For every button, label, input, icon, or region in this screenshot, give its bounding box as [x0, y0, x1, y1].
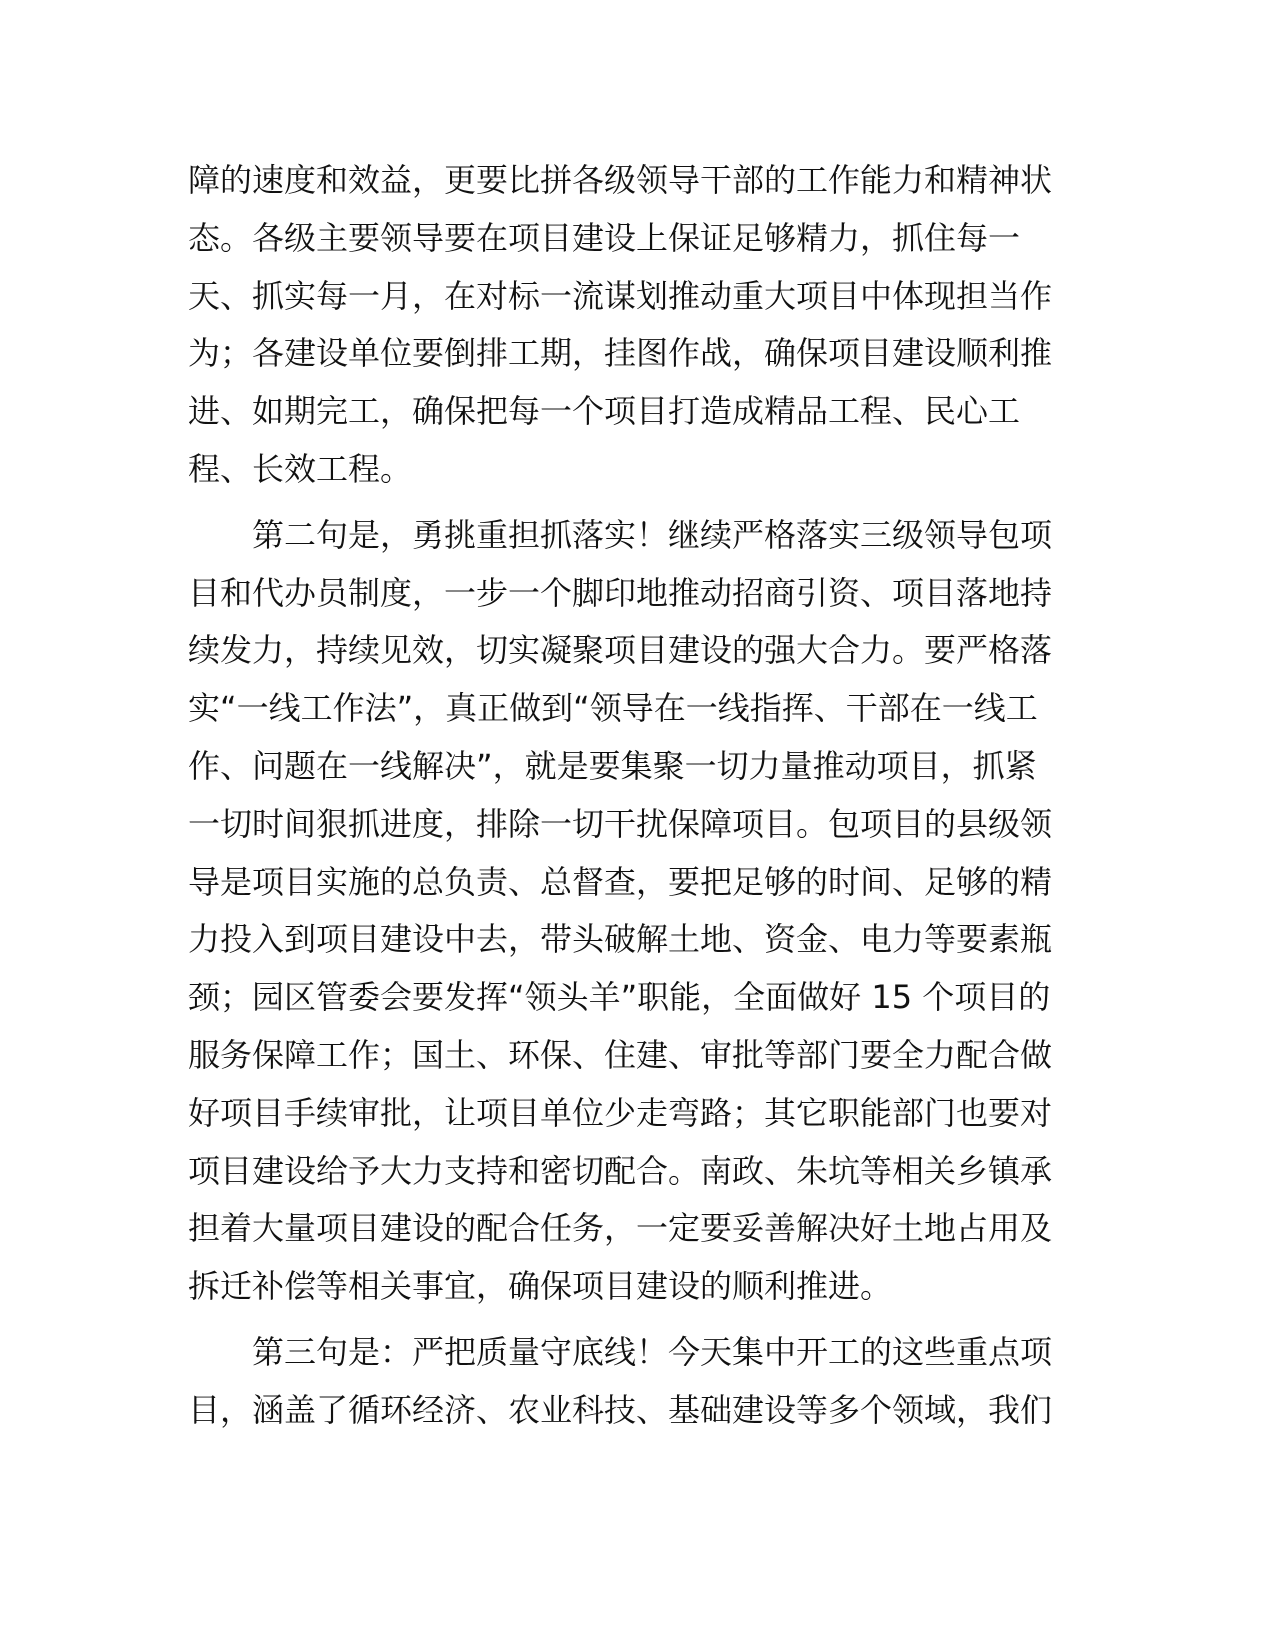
- document-body: [188, 152, 1088, 1440]
- text-line: 目和代办员制度，一步一个脚印地推动招商引资、项目落地持: [188, 573, 1053, 612]
- paragraph-2: [188, 507, 1088, 1316]
- text-line: 拆迁补偿等相关事宜，确保项目建设的顺利推进。: [188, 1267, 893, 1306]
- text-line: 目，涵盖了循环经济、农业科技、基础建设等多个领域，我们: [188, 1390, 1053, 1429]
- text-line: 作、问题在一线解决”，就是要集聚一切力量推动项目，抓紧: [188, 746, 1037, 785]
- text-line: 第二句是，勇挑重担抓落实！继续严格落实三级领导包项: [252, 515, 1053, 554]
- text-line: 力投入到项目建设中去，带头破解土地、资金、电力等要素瓶: [188, 920, 1053, 959]
- text-line: 天、抓实每一月，在对标一流谋划推动重大项目中体现担当作: [188, 276, 1053, 315]
- paragraph-3: [188, 1324, 1088, 1440]
- text-line: 进、如期完工，确保把每一个项目打造成精品工程、民心工: [188, 392, 1021, 431]
- paragraph-1: [188, 152, 1088, 499]
- text-line: 实“一线工作法”，真正做到“领导在一线指挥、干部在一线工: [188, 689, 1038, 728]
- text-line: 续发力，持续见效，切实凝聚项目建设的强大合力。要严格落: [188, 631, 1053, 670]
- text-line: 项目建设给予大力支持和密切配合。南政、朱坑等相关乡镇承: [188, 1151, 1053, 1190]
- text-line: 一切时间狠抓进度，排除一切干扰保障项目。包项目的县级领: [188, 804, 1053, 843]
- text-line: 服务保障工作；国土、环保、住建、审批等部门要全力配合做: [188, 1035, 1053, 1074]
- text-line: 为；各建设单位要倒排工期，挂图作战，确保项目建设顺利推: [188, 334, 1053, 373]
- text-line: 障的速度和效益，更要比拼各级领导干部的工作能力和精神状: [188, 161, 1053, 199]
- text-line: 导是项目实施的总负责、总督查，要把足够的时间、足够的精: [188, 862, 1053, 901]
- text-line: 程、长效工程。: [188, 449, 413, 488]
- text-line: 颈；园区管委会要发挥“领头羊”职能，全面做好 15 个项目的: [188, 978, 1051, 1017]
- text-line: 第三句是：严把质量守底线！今天集中开工的这些重点项: [252, 1332, 1053, 1371]
- text-line: 好项目手续审批，让项目单位少走弯路；其它职能部门也要对: [188, 1093, 1053, 1132]
- text-line: 担着大量项目建设的配合任务，一定要妥善解决好土地占用及: [188, 1209, 1053, 1248]
- text-line: 态。各级主要领导要在项目建设上保证足够精力，抓住每一: [188, 218, 1021, 257]
